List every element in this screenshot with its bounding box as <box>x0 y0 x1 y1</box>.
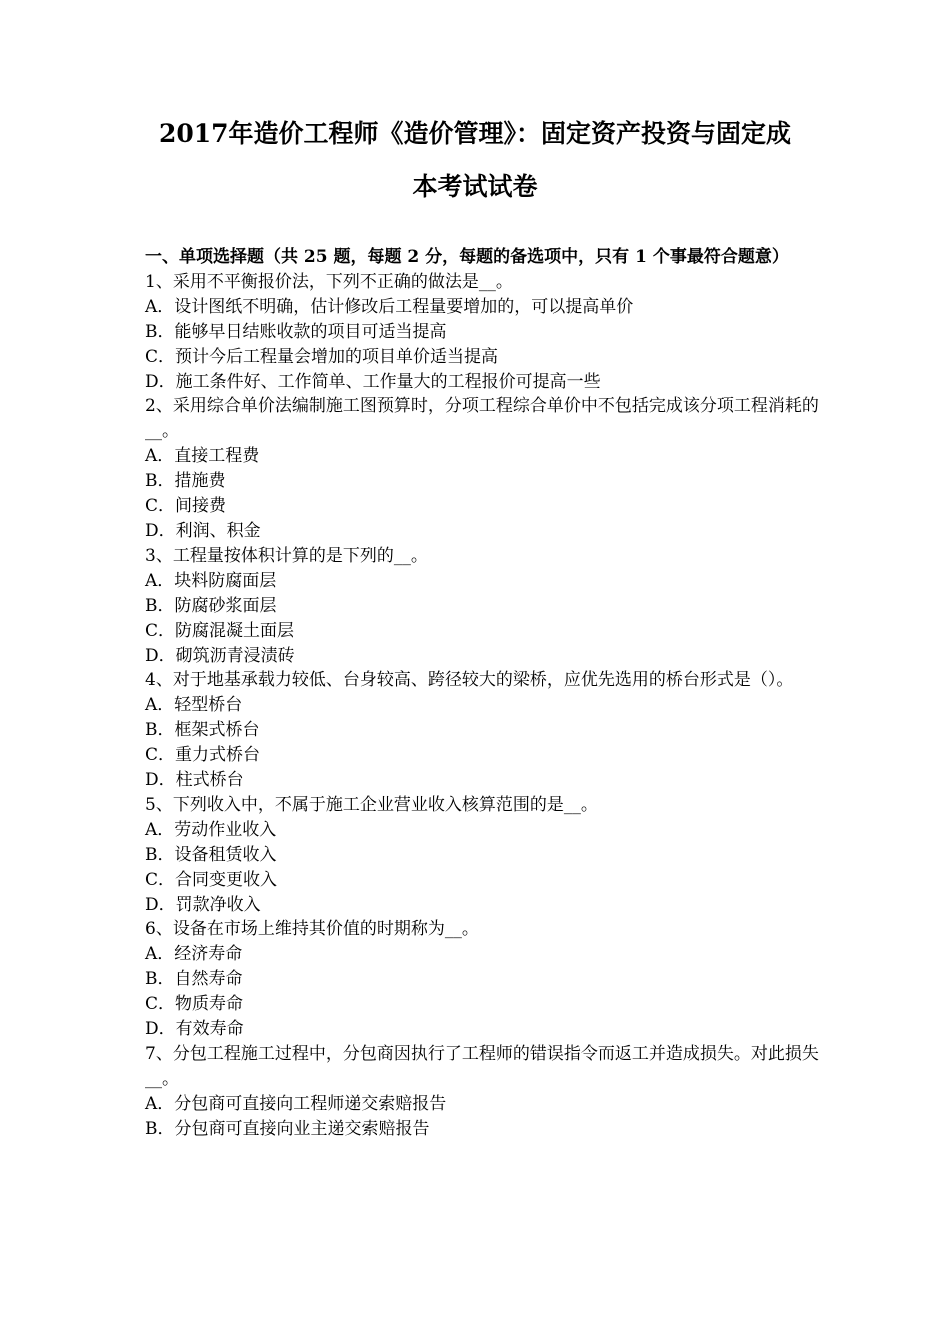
question-2 <box>145 394 825 543</box>
page-title-line-1: 2017年造价工程师《造价管理》：固定资产投资与固定成 <box>158 119 792 148</box>
question-stem: 4、对于地基承载力较低、台身较高、跨径较大的梁桥，应优先选用的桥台形式是（）。 <box>145 670 794 691</box>
question-stem: 7、分包工程施工过程中，分包商因执行了工程师的错误指令而返工并造成损失。对此损失__。 <box>145 1044 819 1089</box>
option-d: D．利润、积金 <box>145 520 261 541</box>
question-7 <box>145 1042 825 1142</box>
question-stem: 1、采用不平衡报价法，下列不正确的做法是__。 <box>145 271 513 292</box>
question-6 <box>145 917 825 1042</box>
exam-content <box>145 245 825 1142</box>
option-c: C．预计今后工程量会增加的项目单价适当提高 <box>145 346 499 367</box>
question-4 <box>145 668 825 793</box>
option-b: B．自然寿命 <box>145 969 243 990</box>
question-5 <box>145 793 825 918</box>
option-b: B．能够早日结账收款的项目可适当提高 <box>145 321 447 342</box>
option-a: A．劳动作业收入 <box>145 819 277 840</box>
option-b: B．防腐砂浆面层 <box>145 595 277 616</box>
section-heading: 一、单项选择题（共 25 题，每题 2 分，每题的备选项中，只有 1 个事最符合题意） <box>145 247 789 267</box>
question-stem: 6、设备在市场上维持其价值的时期称为__。 <box>145 919 479 940</box>
option-c: C．合同变更收入 <box>145 869 278 890</box>
option-a: A．轻型桥台 <box>145 695 243 716</box>
option-d: D．施工条件好、工作简单、工作量大的工程报价可提高一些 <box>145 371 601 392</box>
option-b: B．框架式桥台 <box>145 720 260 741</box>
question-1 <box>145 270 825 395</box>
question-stem: 5、下列收入中，不属于施工企业营业收入核算范围的是__。 <box>145 794 598 815</box>
option-a: A．块料防腐面层 <box>145 570 277 591</box>
option-d: D．柱式桥台 <box>145 770 244 791</box>
question-stem: 3、工程量按体积计算的是下列的__。 <box>145 545 428 566</box>
option-a: A．分包商可直接向工程师递交索赔报告 <box>145 1093 447 1114</box>
option-c: C．防腐混凝土面层 <box>145 620 295 641</box>
option-d: D．罚款净收入 <box>145 894 261 915</box>
question-stem: 2、采用综合单价法编制施工图预算时，分项工程综合单价中不包括完成该分项工程消耗的__。 <box>145 396 819 442</box>
page-title-line-2: 本考试试卷 <box>412 172 538 201</box>
option-d: D．有效寿命 <box>145 1019 244 1040</box>
option-b: B．设备租赁收入 <box>145 844 277 865</box>
option-c: C．间接费 <box>145 496 227 517</box>
question-3 <box>145 544 825 669</box>
option-d: D．砌筑沥青浸渍砖 <box>145 645 295 666</box>
option-a: A．设计图纸不明确，估计修改后工程量要增加的，可以提高单价 <box>145 296 634 317</box>
option-c: C．物质寿命 <box>145 994 244 1015</box>
option-b: B．分包商可直接向业主递交索赔报告 <box>145 1118 430 1139</box>
option-c: C．重力式桥台 <box>145 745 261 766</box>
option-a: A．直接工程费 <box>145 446 260 467</box>
option-b: B．措施费 <box>145 471 226 492</box>
option-a: A．经济寿命 <box>145 944 243 965</box>
